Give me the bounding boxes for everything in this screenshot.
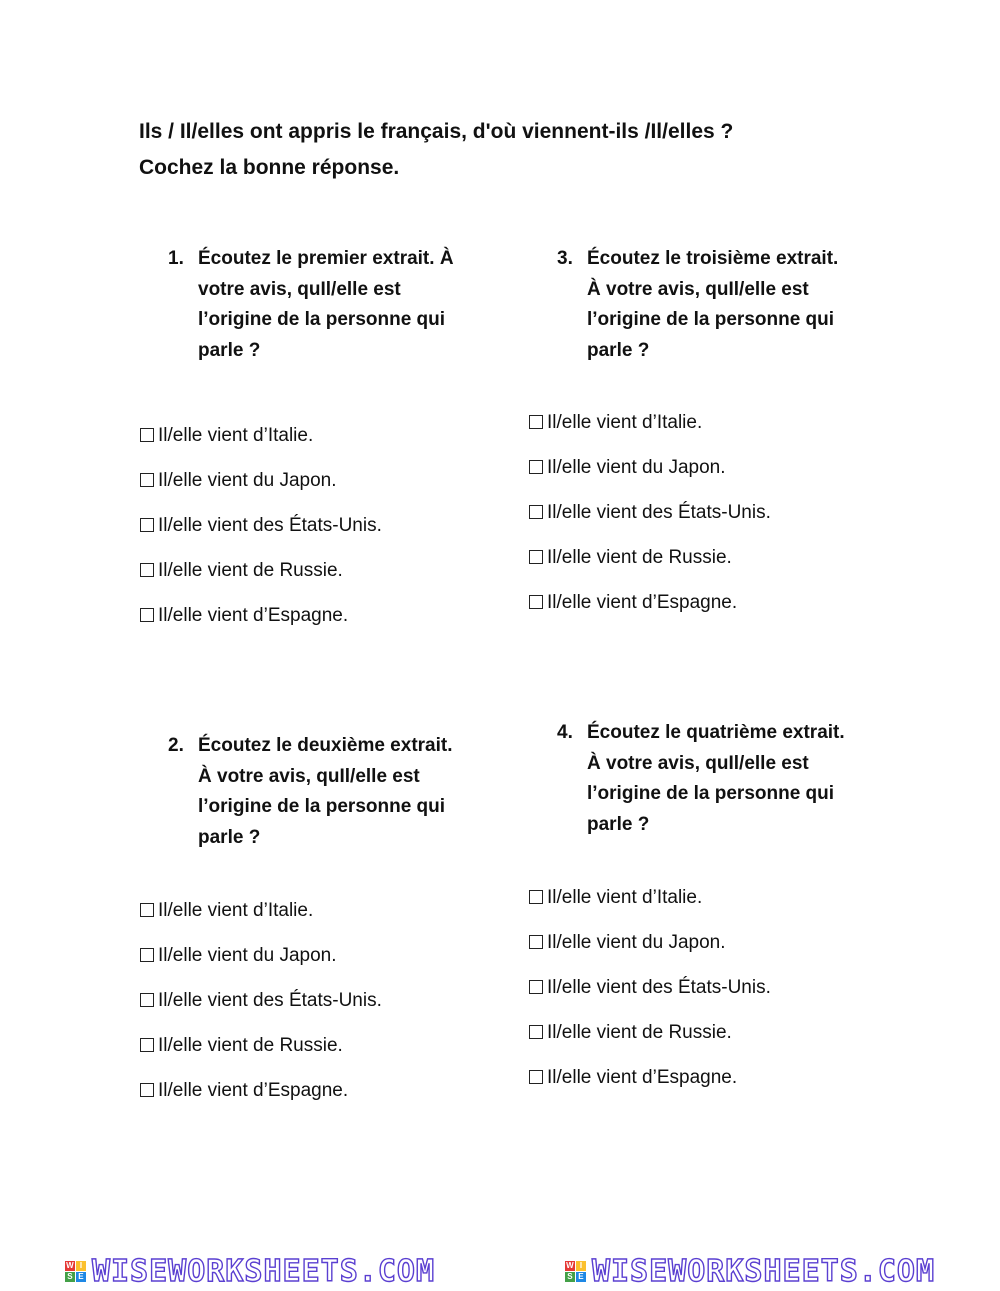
checkbox-icon[interactable] [140,903,154,917]
question-prompt: Écoutez le quatrième extrait. À votre avis, quIl/elle est l’origine de la personne qui parle ? [587,722,845,835]
options-question-4 [529,875,869,1100]
question-number: 3. [557,248,573,269]
checkbox-icon[interactable] [529,595,543,609]
question-1 [168,244,468,366]
option-label: Il/elle vient d’Italie. [158,899,314,921]
checkbox-icon[interactable] [140,473,154,487]
option-espagne[interactable] [529,580,869,625]
option-russie[interactable] [140,1023,480,1068]
options-question-1 [140,413,480,638]
question-3 [557,244,857,366]
option-label: Il/elle vient du Japon. [158,944,337,966]
checkbox-icon[interactable] [140,428,154,442]
option-label: Il/elle vient des États-Unis. [158,514,382,536]
brand [565,1254,935,1289]
option-etats-unis[interactable] [140,503,480,548]
brand-name: WISEWORKSHEETS.COM [91,1254,436,1289]
question-prompt: Écoutez le deuxième extrait. À votre avis, quIl/elle est l’origine de la personne qui parle ? [198,735,453,848]
checkbox-icon[interactable] [140,563,154,577]
checkbox-icon[interactable] [529,505,543,519]
checkbox-icon[interactable] [529,550,543,564]
checkbox-icon[interactable] [140,993,154,1007]
logo-icon [565,1261,586,1282]
option-etats-unis[interactable] [529,490,869,535]
logo-cell: W [66,1261,74,1270]
option-japon[interactable] [529,920,869,965]
checkbox-icon[interactable] [529,890,543,904]
option-label: Il/elle vient d’Espagne. [158,1079,349,1101]
brand-name: WISEWORKSHEETS.COM [591,1254,936,1289]
checkbox-icon[interactable] [140,518,154,532]
option-russie[interactable] [529,1010,869,1055]
question-number: 1. [168,248,184,269]
logo-cell: W [566,1261,574,1270]
option-label: Il/elle vient d’Espagne. [547,1066,738,1088]
logo-cell: I [76,1261,86,1271]
checkbox-icon[interactable] [529,415,543,429]
checkbox-icon[interactable] [529,935,543,949]
option-etats-unis[interactable] [529,965,869,1010]
option-label: Il/elle vient du Japon. [547,931,726,953]
checkbox-icon[interactable] [529,1025,543,1039]
checkbox-icon[interactable] [529,980,543,994]
logo-cell: E [576,1272,586,1282]
checkbox-icon[interactable] [140,1038,154,1052]
checkbox-icon[interactable] [529,460,543,474]
option-japon[interactable] [529,445,869,490]
logo-cell: E [76,1272,86,1282]
option-label: Il/elle vient d’Italie. [547,411,703,433]
title-line-2: Cochez la bonne réponse. [139,156,400,179]
option-etats-unis[interactable] [140,978,480,1023]
question-2 [168,731,468,853]
option-label: Il/elle vient de Russie. [547,1021,732,1043]
logo-cell: S [565,1272,575,1282]
option-label: Il/elle vient des États-Unis. [547,501,771,523]
options-question-3 [529,400,869,625]
option-label: Il/elle vient de Russie. [547,546,732,568]
checkbox-icon[interactable] [140,608,154,622]
option-label: Il/elle vient des États-Unis. [547,976,771,998]
question-4 [557,718,857,840]
option-russie[interactable] [140,548,480,593]
question-prompt: Écoutez le premier extrait. À votre avis, quIl/elle est l’origine de la personne qui parle ? [198,248,454,361]
option-label: Il/elle vient du Japon. [547,456,726,478]
logo-cell: S [65,1272,75,1282]
option-italie[interactable] [529,875,869,920]
option-italie[interactable] [140,413,480,458]
question-number: 2. [168,735,184,756]
option-espagne[interactable] [140,593,480,638]
option-label: Il/elle vient d’Italie. [158,424,314,446]
option-italie[interactable] [140,888,480,933]
footer-watermark [0,1252,1000,1291]
worksheet-title [139,114,859,186]
question-number: 4. [557,722,573,743]
option-label: Il/elle vient de Russie. [158,1034,343,1056]
option-espagne[interactable] [140,1068,480,1113]
option-espagne[interactable] [529,1055,869,1100]
option-label: Il/elle vient des États-Unis. [158,989,382,1011]
option-italie[interactable] [529,400,869,445]
question-prompt: Écoutez le troisième extrait. À votre avis, quIl/elle est l’origine de la personne qui parle ? [587,248,839,361]
option-label: Il/elle vient d’Espagne. [547,591,738,613]
option-label: Il/elle vient de Russie. [158,559,343,581]
logo-cell: I [576,1261,586,1271]
options-question-2 [140,888,480,1113]
logo-icon [65,1261,86,1282]
title-line-1: Ils / Il/elles ont appris le français, d'où viennent-ils /Il/elles ? [139,120,734,143]
option-russie[interactable] [529,535,869,580]
option-japon[interactable] [140,933,480,978]
option-label: Il/elle vient d’Espagne. [158,604,349,626]
option-japon[interactable] [140,458,480,503]
checkbox-icon[interactable] [140,1083,154,1097]
checkbox-icon[interactable] [529,1070,543,1084]
option-label: Il/elle vient du Japon. [158,469,337,491]
checkbox-icon[interactable] [140,948,154,962]
option-label: Il/elle vient d’Italie. [547,886,703,908]
brand [65,1254,435,1289]
